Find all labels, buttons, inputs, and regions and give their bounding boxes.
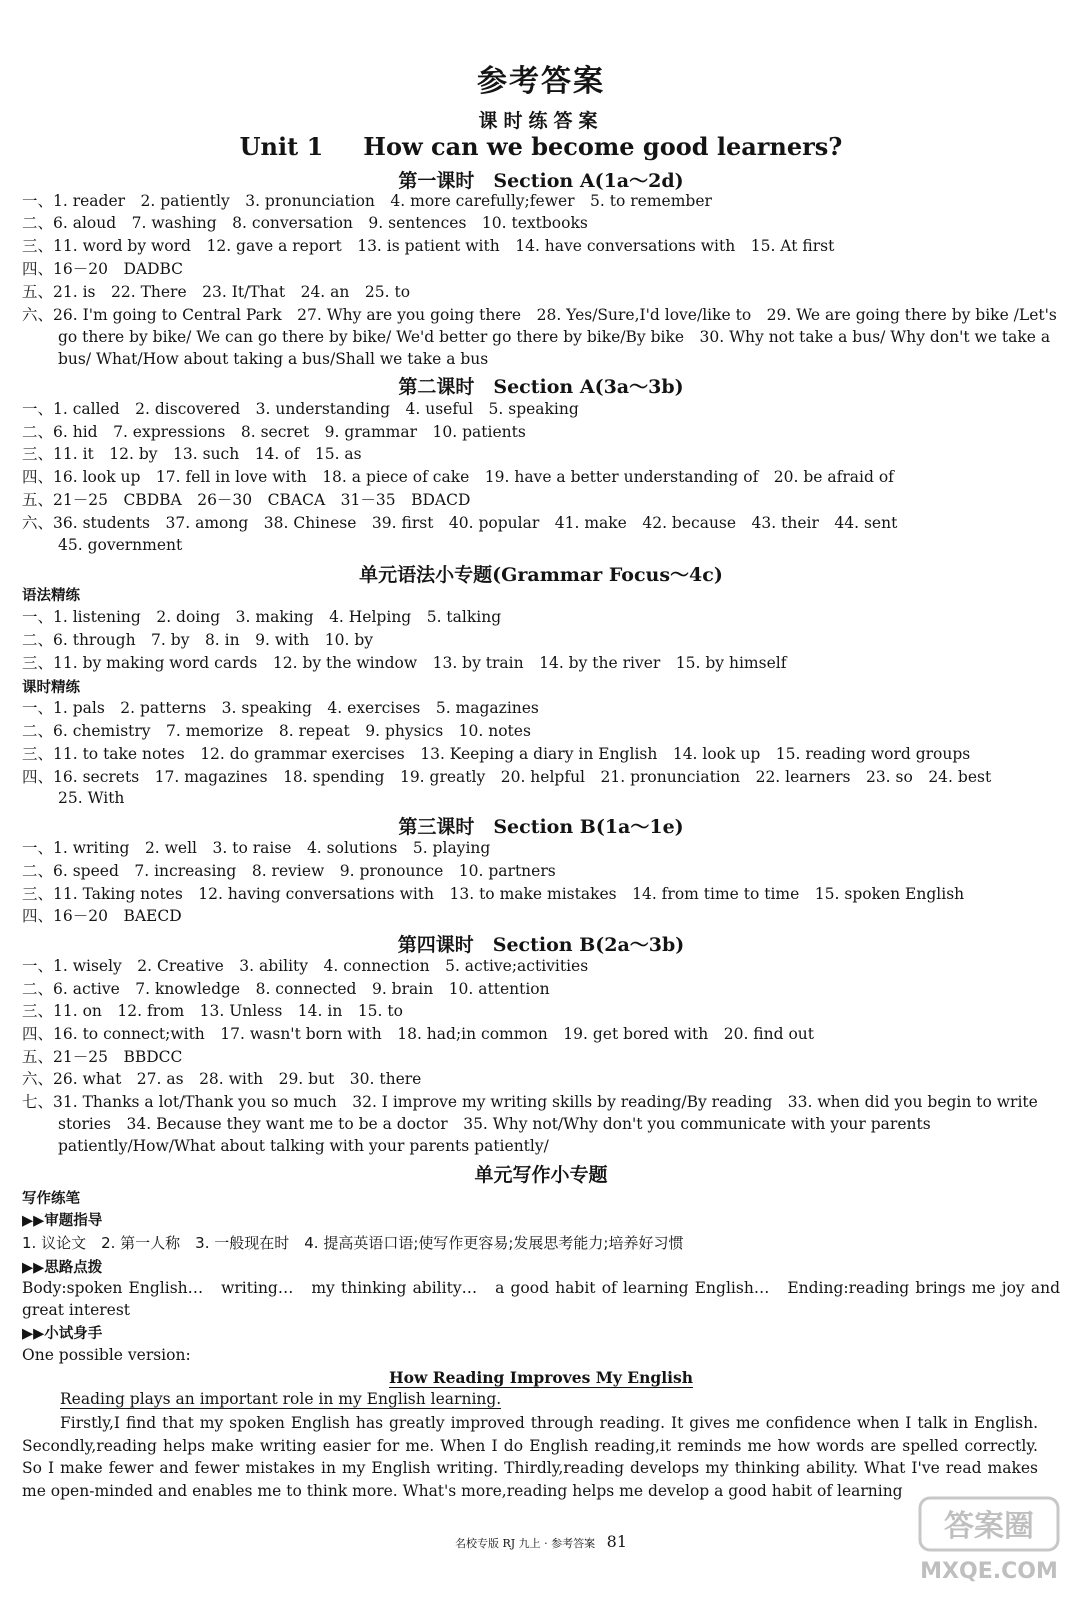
page-subtitle: 课时练答案 [478,110,604,132]
section-heading-3: 单元语法小专题(Grammar Focus～4c) [359,564,723,586]
answer-paragraph [22,1091,1060,1157]
page-title: 参考答案 [477,64,605,99]
answer-line: 三、11. Taking notes 12. having conversations with 13. to make mistakes 14. from time to time 15. spoken English [22,885,965,903]
footer-text: 名校专版 RJ 九上 · 参考答案 [454,1537,596,1550]
answer-line: 三、11. on 12. from 13. Unless 14. in 15. to [22,1002,403,1020]
answer-line: 六、26. I'm going to Central Park 27. Why are you going there 28. Yes/Sure,I'd love/like to 29. We are going there by bike /Let's go there by bike/ We can go there by bike/ We'd better go there by bike/By bike 30. Why not take a bus/ Why don't we take a bus/ What/How about taking a bus/Shall we take a bus [22,306,1057,368]
essay-body: Firstly,I find that my spoken English has greatly improved through reading. It gives me confidence when I talk in English. Secondly,reading helps make writing easier for me. When I do English reading,it reminds me how words are spelled correctly. So I make fewer and fewer mistakes in my English writing. Thirdly,reading develops my thinking ability. What I've read makes me open-minded and enables me to think more. What's more,reading helps me develop a good habit of learning [22,1414,1038,1500]
answer-line: 四、16. secrets 17. magazines 18. spending 19. greatly 20. helpful 21. pronunciation 22. learners 23. so 24. best [22,768,992,786]
unit-heading [0,132,1082,161]
answer-line: 二、6. speed 7. increasing 8. review 9. pronounce 10. partners [22,862,556,880]
section-heading-2: 第二课时 Section A(3a～3b) [398,376,684,398]
answer-line: 二、6. active 7. knowledge 8. connected 9. brain 10. attention [22,980,550,998]
answer-line: 三、11. by making word cards 12. by the window 13. by train 14. by the river 15. by himself [22,654,787,672]
answer-paragraph [22,304,1060,370]
answer-line: 三、11. to take notes 12. do grammar exercises 13. Keeping a diary in English 14. look up 15. reading word groups [22,745,971,763]
answer-line: 五、21. is 22. There 23. It/That 24. an 25. to [22,283,411,301]
answer-line: 六、26. what 27. as 28. with 29. but 30. there [22,1070,422,1088]
lesson-practice-label: 课时精练 [22,680,80,696]
section-heading-5: 第四课时 Section B(2a～3b) [397,934,685,956]
essay-title-text: How Reading Improves My English [389,1368,693,1387]
answer-line: 六、36. students 37. among 38. Chinese 39. first 40. popular 41. make 42. because 43. their 44. sent [22,514,898,532]
answer-line: 五、21－25 CBDBA 26－30 CBACA 31－35 BDACD [22,491,471,509]
answer-line: 二、6. through 7. by 8. in 9. with 10. by [22,631,374,649]
answer-line: 45. government [58,536,183,554]
answer-line: 一、1. listening 2. doing 3. making 4. Helping 5. talking [22,608,502,626]
answer-line: 四、16－20 BAECD [22,907,182,925]
answer-line: Body:spoken English… writing… my thinking ability… a good habit of learning English… Ending:reading brings me joy and great interest [22,1279,1060,1319]
section-heading-6: 单元写作小专题 [474,1164,608,1186]
page-number: 81 [606,1532,628,1551]
essay-first-line [60,1390,501,1408]
answer-line: 四、16－20 DADBC [22,260,184,278]
answer-line: 一、1. writing 2. well 3. to raise 4. solutions 5. playing [22,839,491,857]
answer-line: 三、11. word by word 12. gave a report 13. is patient with 14. have conversations with 15. At first [22,237,835,255]
answer-line: 一、1. pals 2. patterns 3. speaking 4. exercises 5. magazines [22,699,539,717]
essay-title [0,1368,1082,1387]
guide-label: ▶▶审题指导 [22,1213,103,1229]
answer-line: One possible version: [22,1346,191,1364]
idea-label: ▶▶思路点拨 [22,1260,103,1276]
unit-number: Unit 1 [239,132,324,161]
answer-line: 七、31. Thanks a lot/Thank you so much 32. I improve my writing skills by reading/By reading 33. when did you begin to write stories 34. Because they want me to be a doctor 35. Why not/Why don't you communicate with your parents patiently/How/What about talking with your parents patiently/ [22,1093,1038,1155]
writing-practice-label: 写作练笔 [22,1191,80,1207]
section-heading-1: 第一课时 Section A(1a～2d) [398,170,684,192]
answer-line: 四、16. look up 17. fell in love with 18. a piece of cake 19. have a better understanding of 20. be afraid of [22,468,894,486]
answer-line: 二、6. hid 7. expressions 8. secret 9. grammar 10. patients [22,423,526,441]
answer-line: 一、1. wisely 2. Creative 3. ability 4. connection 5. active;activities [22,957,589,975]
answer-line: 一、1. reader 2. patiently 3. pronunciation 4. more carefully;fewer 5. to remember [22,192,712,210]
answer-line: 五、21－25 BBDCC [22,1048,183,1066]
answer-line: 25. With [58,789,125,807]
answer-line: 四、16. to connect;with 17. wasn't born with 18. had;in common 19. get bored with 20. find out [22,1025,815,1043]
try-label: ▶▶小试身手 [22,1326,103,1342]
unit-name: How can we become good learners? [363,132,843,161]
watermark-logo [914,1478,1064,1590]
watermark-bottom-text: MXQE.COM [920,1559,1058,1584]
essay-first-text: Reading plays an important role in my English learning. [60,1390,502,1408]
answer-line: 1. 议论文 2. 第一人称 3. 一般现在时 4. 提高英语口语;使写作更容易;发展思考能力;培养好习惯 [22,1234,684,1252]
section-heading-4: 第三课时 Section B(1a～1e) [398,816,684,838]
answer-line: 一、1. called 2. discovered 3. understanding 4. useful 5. speaking [22,400,579,418]
answer-line: 三、11. it 12. by 13. such 14. of 15. as [22,445,362,463]
answer-line: 二、6. chemistry 7. memorize 8. repeat 9. physics 10. notes [22,722,531,740]
answer-line: 二、6. aloud 7. washing 8. conversation 9. sentences 10. textbooks [22,214,588,232]
watermark-top-text: 答案圈 [944,1509,1034,1544]
grammar-practice-label: 语法精练 [22,588,80,604]
